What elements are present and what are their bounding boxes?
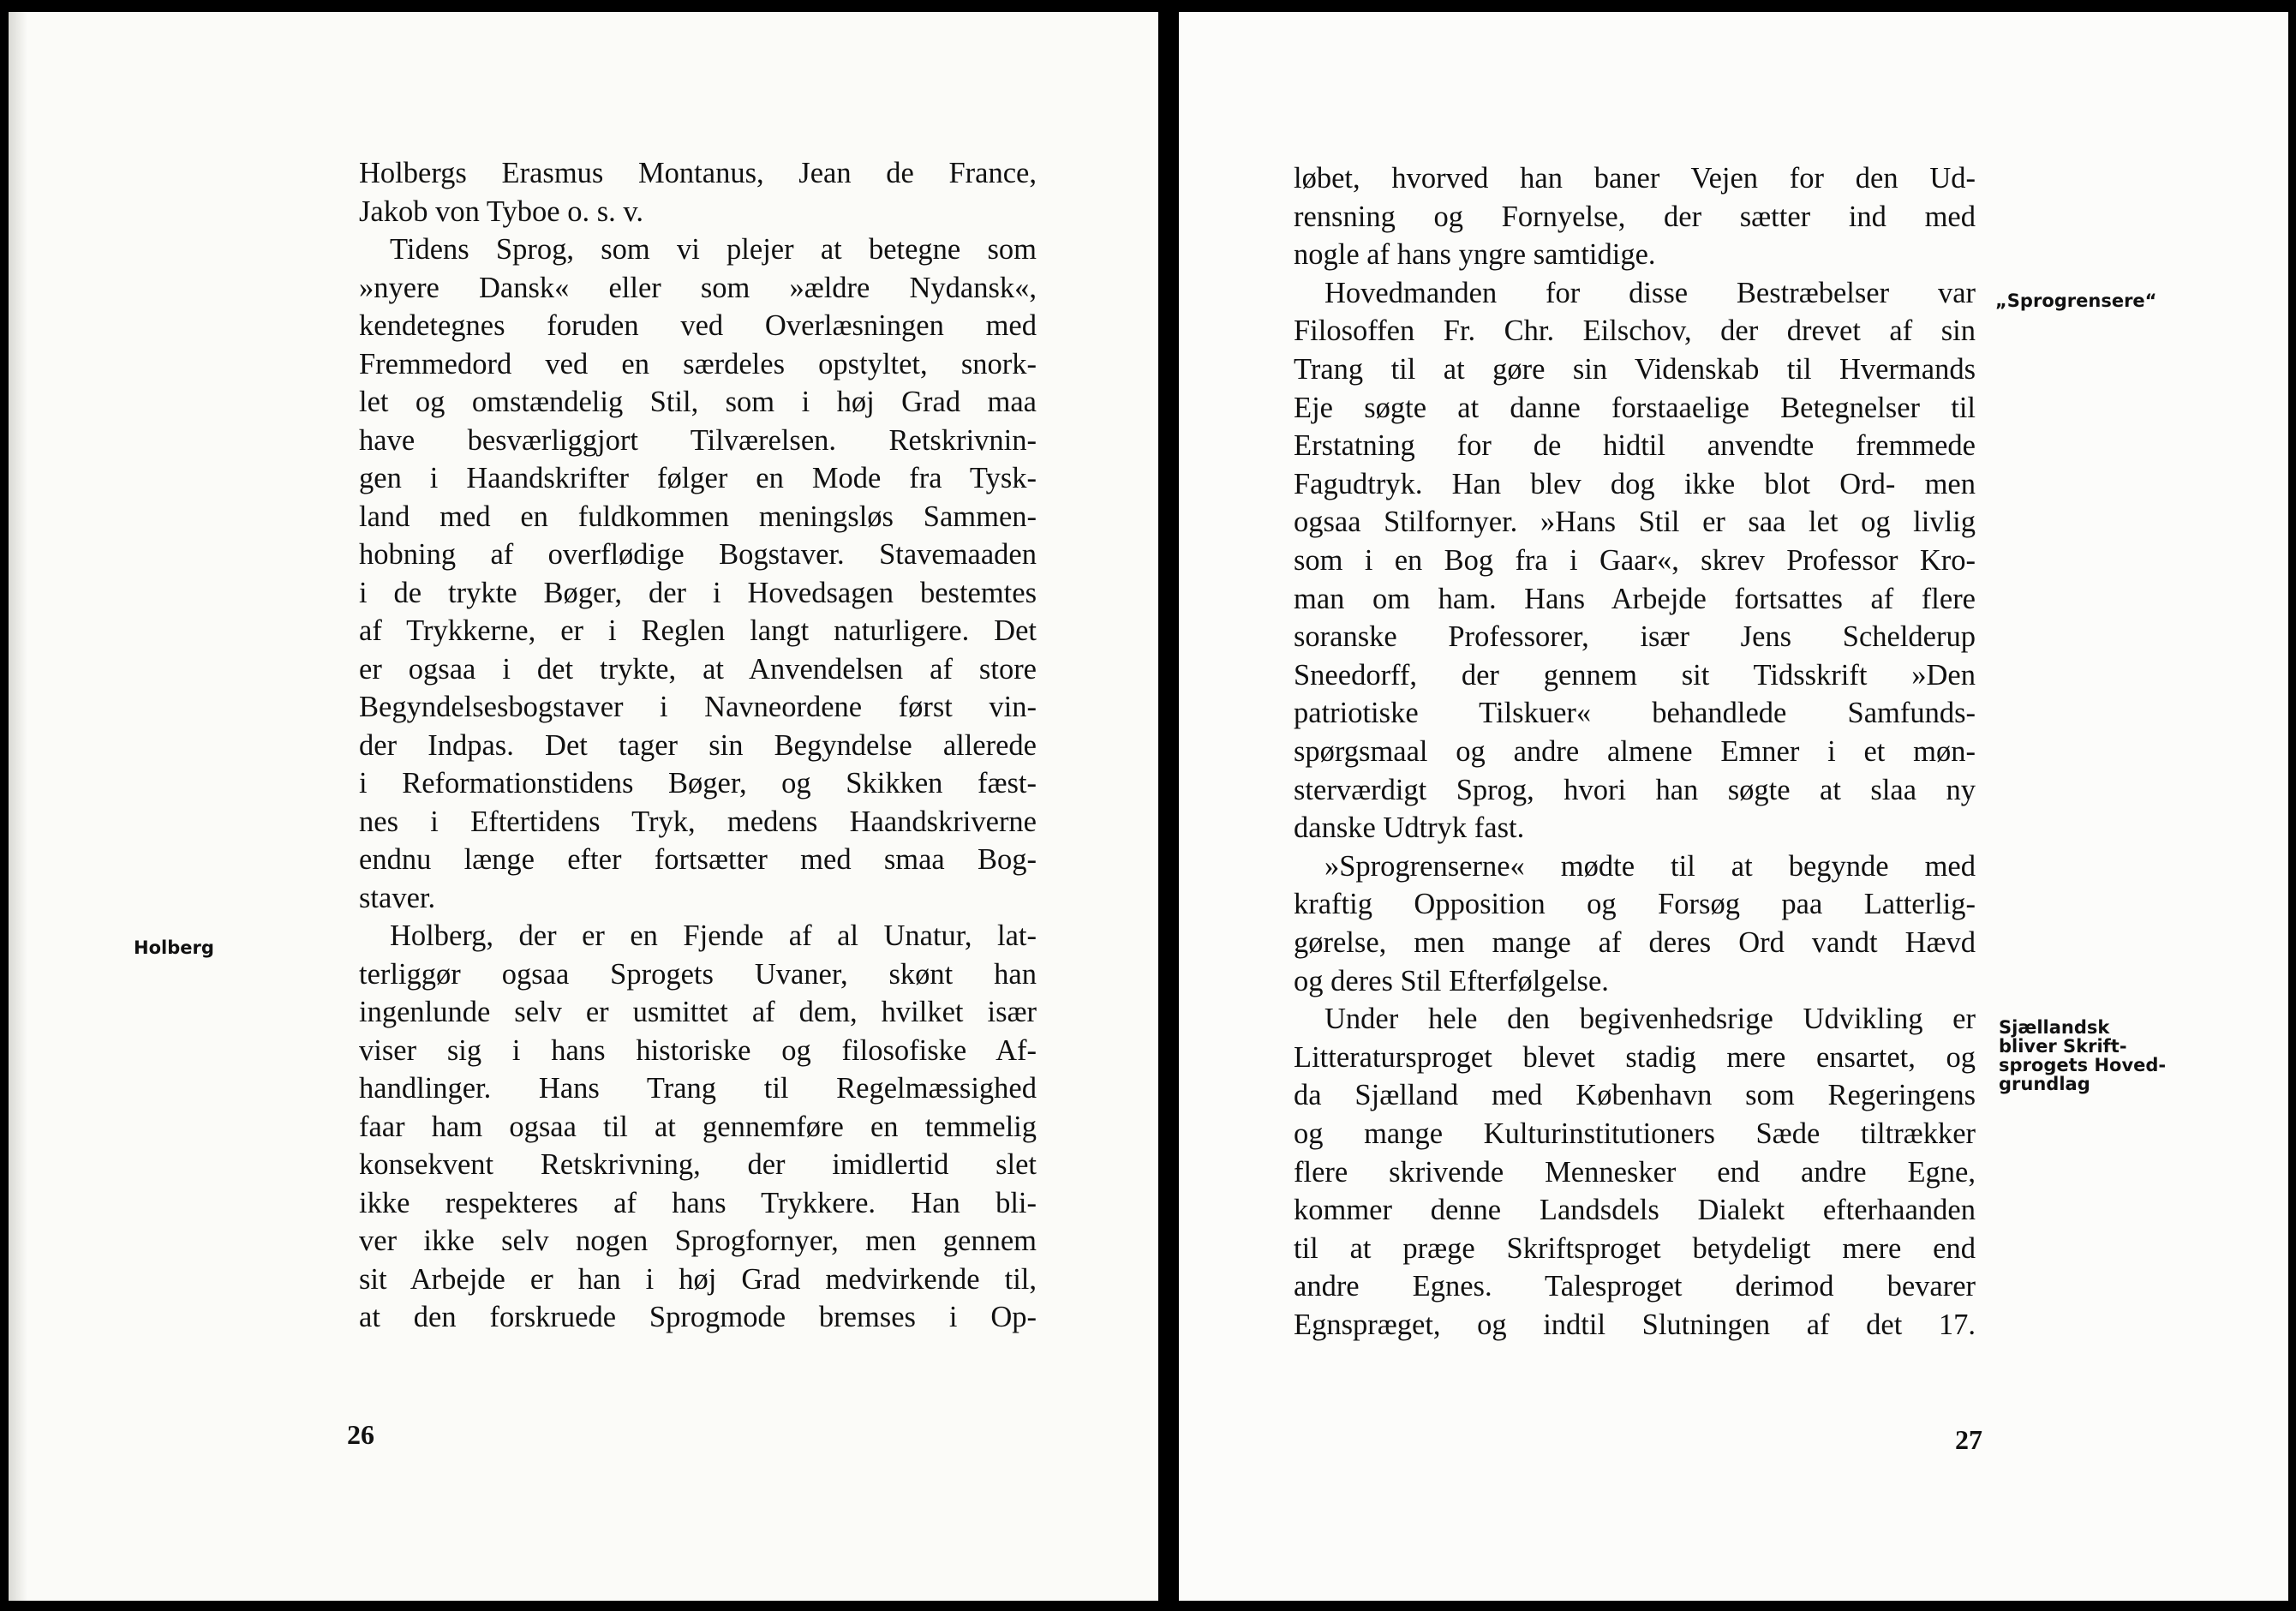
text-line: konsekvent Retskrivning, der imidlertid slet xyxy=(359,1148,1037,1181)
left-page xyxy=(9,12,1158,1601)
text-line: have besværliggjort Tilværelsen. Retskrivnin- xyxy=(359,423,1037,457)
text-line: flere skrivende Mennesker end andre Egne, xyxy=(1294,1155,1976,1189)
text-line: i Reformationstidens Bøger, og Skikken fæst- xyxy=(359,767,1037,800)
text-line: »Sprogrenserne« mødte til at begynde med xyxy=(1324,849,1976,883)
text-line: der Indpas. Det tager sin Begyndelse allerede xyxy=(359,728,1037,762)
text-line: ikke respekteres af hans Trykkere. Han bli- xyxy=(359,1186,1037,1219)
text-line: land med en fuldkommen meningsløs Sammen- xyxy=(359,500,1037,533)
text-line: ogsaa Stilfornyer. »Hans Stil er saa let og livlig xyxy=(1294,506,1976,539)
text-line: Begyndelsesbogstaver i Navneordene først vin- xyxy=(359,691,1037,723)
text-line: viser sig i hans historiske og filosofiske Af- xyxy=(359,1033,1037,1067)
text-line: Holbergs Erasmus Montanus, Jean de France, xyxy=(359,157,1037,189)
text-line: Fagudtryk. Han blev dog ikke blot Ord- men xyxy=(1294,467,1976,500)
margin-note-line: grundlag xyxy=(1999,1074,2090,1094)
text-line: handlinger. Hans Trang til Regelmæssighed xyxy=(359,1072,1037,1105)
text-line: gen i Haandskrifter følger en Mode fra Tysk- xyxy=(359,462,1037,494)
margin-note-line: Holberg xyxy=(134,937,214,958)
text-line: er ogsaa i det trykte, at Anvendelsen af store xyxy=(359,652,1037,686)
text-line: faar ham ogsaa til at gennemføre en temmelig xyxy=(359,1110,1037,1143)
text-line: Holberg, der er en Fjende af al Unatur, lat- xyxy=(390,919,1037,952)
text-line: terliggør ogsaa Sprogets Uvaner, skønt han xyxy=(359,957,1037,991)
text-line: at den forskruede Sprogmode bremses i Op- xyxy=(359,1301,1037,1333)
text-line: Litteratursproget blevet stadig mere ensartet, og xyxy=(1294,1040,1976,1074)
page-number-left: 26 xyxy=(347,1419,374,1450)
text-line: til at præge Skriftsproget betydeligt mere end xyxy=(1294,1231,1976,1265)
text-line: rensning og Fornyelse, der sætter ind med xyxy=(1294,200,1976,233)
text-line: man om ham. Hans Arbejde fortsattes af flere xyxy=(1294,582,1976,615)
text-line: kommer denne Landsdels Dialekt efterhaanden xyxy=(1294,1194,1976,1227)
margin-note-line: Sjællandsk xyxy=(1999,1017,2110,1038)
text-line: nes i Eftertidens Tryk, medens Haandskriverne xyxy=(359,805,1037,838)
margin-note-line: sprogets Hoved- xyxy=(1999,1055,2167,1075)
text-line: »nyere Dansk« eller som »ældre Nydansk«, xyxy=(359,271,1037,304)
text-line: som i en Bog fra i Gaar«, skrev Professor Kro- xyxy=(1294,544,1976,577)
text-line: Eje søgte at danne forstaaelige Betegnelser til xyxy=(1294,391,1976,424)
text-line: Jakob von Tyboe o. s. v. xyxy=(359,195,644,228)
text-line: Hovedmanden for disse Bestræbelser var xyxy=(1324,276,1976,309)
margin-note-line: „Sprogrensere“ xyxy=(1995,290,2157,311)
text-line: Filosoffen Fr. Chr. Eilschov, der drevet af sin xyxy=(1294,314,1976,348)
margin-note-line: bliver Skrift- xyxy=(1999,1036,2127,1057)
text-line: og mange Kulturinstitutioners Sæde tiltrækker xyxy=(1294,1117,1976,1150)
text-line: Trang til at gøre sin Videnskab til Hvermands xyxy=(1294,353,1976,386)
text-line: kraftig Opposition og Forsøg paa Latterlig- xyxy=(1294,888,1976,921)
text-line: da Sjælland med København som Regeringens xyxy=(1294,1079,1976,1112)
text-line: Fremmedord ved en særdeles opstyltet, snork- xyxy=(359,347,1037,380)
text-line: nogle af hans yngre samtidige. xyxy=(1294,238,1656,272)
text-line: spørgsmaal og andre almene Emner i et møn- xyxy=(1294,735,1976,768)
text-line: i de trykte Bøger, der i Hovedsagen bestemtes xyxy=(359,576,1037,609)
text-line: Egnspræget, og indtil Slutningen af det 17. xyxy=(1294,1309,1976,1341)
text-line: let og omstændelig Stil, som i høj Grad maa xyxy=(359,386,1037,418)
text-line: af Trykkerne, er i Reglen langt naturligere. Det xyxy=(359,614,1037,647)
text-line: løbet, hvorved han baner Vejen for den Ud- xyxy=(1294,162,1976,195)
text-line: sit Arbejde er han i høj Grad medvirkende til, xyxy=(359,1262,1037,1296)
text-line: soranske Professorer, især Jens Schelderup xyxy=(1294,620,1976,654)
text-line: endnu længe efter fortsætter med smaa Bog- xyxy=(359,843,1037,876)
page-number-right: 27 xyxy=(1955,1424,1982,1455)
margin-note-sprogrensere xyxy=(1995,291,2156,310)
text-line: hobning af overflødige Bogstaver. Stavemaaden xyxy=(359,538,1037,571)
right-page xyxy=(1179,12,2288,1601)
text-line: og deres Stil Efterfølgelse. xyxy=(1294,964,1609,997)
text-line: sterværdigt Sprog, hvori han søgte at slaa ny xyxy=(1294,773,1976,806)
text-line: danske Udtryk fast. xyxy=(1294,811,1525,845)
text-line: gørelse, men mange af deres Ord vandt Hævd xyxy=(1294,926,1976,959)
text-line: Sneedorff, der gennem sit Tidsskrift »Den xyxy=(1294,658,1976,692)
text-line: Erstatning for de hidtil anvendte fremmede xyxy=(1294,429,1976,463)
text-line: patriotiske Tilskuer« behandlede Samfunds- xyxy=(1294,697,1976,730)
margin-note-sjaellandsk xyxy=(1999,1018,2166,1093)
text-line: ver ikke selv nogen Sprogfornyer, men gennem xyxy=(359,1225,1037,1257)
text-line: kendetegnes foruden ved Overlæsningen med xyxy=(359,309,1037,342)
text-line: Under hele den begivenhedsrige Udvikling er xyxy=(1324,1003,1976,1036)
text-line: andre Egnes. Talesproget derimod bevarer xyxy=(1294,1270,1976,1303)
text-line: staver. xyxy=(359,881,436,914)
text-line: Tidens Sprog, som vi plejer at betegne som xyxy=(390,233,1037,266)
text-line: ingenlunde selv er usmittet af dem, hvilket især xyxy=(359,996,1037,1028)
margin-note-holberg xyxy=(134,938,214,957)
